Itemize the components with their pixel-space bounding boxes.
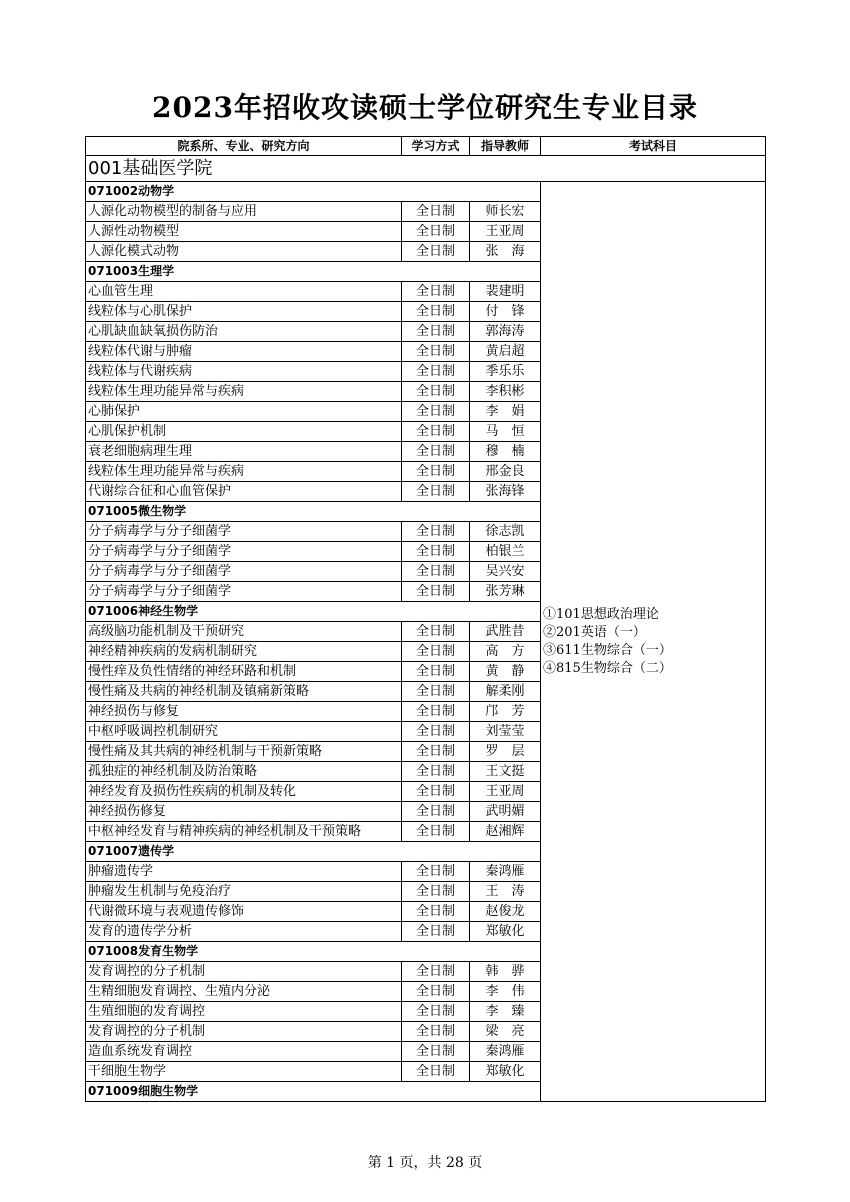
tutor-cell: 李 伟 [470,982,541,1002]
study-mode-cell: 全日制 [402,662,470,682]
tutor-cell: 武胜昔 [470,622,541,642]
direction-cell: 人源化动物模型的制备与应用 [86,202,402,222]
direction-cell: 分子病毒学与分子细菌学 [86,542,402,562]
catalog-table [85,136,766,1102]
direction-cell: 慢性痛及共病的神经机制及镇痛新策略 [86,682,402,702]
direction-cell: 心血管生理 [86,282,402,302]
study-mode-cell: 全日制 [402,722,470,742]
direction-cell: 神经发育及损伤性疾病的机制及转化 [86,782,402,802]
direction-cell: 神经损伤修复 [86,802,402,822]
major-name: 071007遗传学 [86,842,541,862]
header-study-mode: 学习方式 [402,137,470,156]
tutor-cell: 师长宏 [470,202,541,222]
tutor-cell: 郑敏化 [470,922,541,942]
study-mode-cell: 全日制 [402,562,470,582]
tutor-cell: 高 方 [470,642,541,662]
major-name: 071002动物学 [86,182,541,202]
study-mode-cell: 全日制 [402,802,470,822]
study-mode-cell: 全日制 [402,422,470,442]
tutor-cell: 刘莹莹 [470,722,541,742]
study-mode-cell: 全日制 [402,462,470,482]
study-mode-cell: 全日制 [402,622,470,642]
study-mode-cell: 全日制 [402,442,470,462]
tutor-cell: 徐志凯 [470,522,541,542]
tutor-cell: 裴建明 [470,282,541,302]
study-mode-cell: 全日制 [402,782,470,802]
tutor-cell: 季乐乐 [470,362,541,382]
direction-cell: 神经精神疾病的发病机制研究 [86,642,402,662]
direction-cell: 中枢呼吸调控机制研究 [86,722,402,742]
tutor-cell: 黄启超 [470,342,541,362]
study-mode-cell: 全日制 [402,882,470,902]
study-mode-cell: 全日制 [402,202,470,222]
exam-subjects-cell [541,182,766,1102]
direction-cell: 分子病毒学与分子细菌学 [86,582,402,602]
direction-cell: 心肌缺血缺氧损伤防治 [86,322,402,342]
study-mode-cell: 全日制 [402,862,470,882]
direction-cell: 线粒体生理功能异常与疾病 [86,382,402,402]
study-mode-cell: 全日制 [402,362,470,382]
direction-cell: 慢性痛及其共病的神经机制与干预新策略 [86,742,402,762]
direction-cell: 代谢综合征和心血管保护 [86,482,402,502]
school-name: 001基础医学院 [86,156,766,182]
study-mode-cell: 全日制 [402,1042,470,1062]
tutor-cell: 解柔刚 [470,682,541,702]
direction-cell: 肿瘤遗传学 [86,862,402,882]
tutor-cell: 邢金良 [470,462,541,482]
direction-cell: 分子病毒学与分子细菌学 [86,522,402,542]
direction-cell: 分子病毒学与分子细菌学 [86,562,402,582]
tutor-cell: 郑敏化 [470,1062,541,1082]
direction-cell: 慢性痒及负性情绪的神经环路和机制 [86,662,402,682]
direction-cell: 线粒体与心肌保护 [86,302,402,322]
study-mode-cell: 全日制 [402,702,470,722]
table-body [86,156,766,1102]
tutor-cell: 李 臻 [470,1002,541,1022]
study-mode-cell: 全日制 [402,342,470,362]
direction-cell: 线粒体代谢与肿瘤 [86,342,402,362]
major-name: 071005微生物学 [86,502,541,522]
major-name: 071008发育生物学 [86,942,541,962]
major-name: 071006神经生物学 [86,602,541,622]
study-mode-cell: 全日制 [402,382,470,402]
tutor-cell: 李积彬 [470,382,541,402]
header-tutor: 指导教师 [470,137,541,156]
tutor-cell: 王亚周 [470,222,541,242]
study-mode-cell: 全日制 [402,242,470,262]
exam-subject: ④815生物综合（二） [543,660,672,676]
table-header-row [86,137,766,156]
study-mode-cell: 全日制 [402,982,470,1002]
study-mode-cell: 全日制 [402,222,470,242]
direction-cell: 线粒体生理功能异常与疾病 [86,462,402,482]
tutor-cell: 黄 静 [470,662,541,682]
tutor-cell: 王亚周 [470,782,541,802]
study-mode-cell: 全日制 [402,402,470,422]
page-footer: 第 1 页，共 28 页 [367,1155,483,1171]
direction-cell: 人源化模式动物 [86,242,402,262]
study-mode-cell: 全日制 [402,1002,470,1022]
page-title: 2023年招收攻读硕士学位研究生专业目录 [152,91,698,124]
direction-cell: 肿瘤发生机制与免疫治疗 [86,882,402,902]
direction-cell: 中枢神经发育与精神疾病的神经机制及干预策略 [86,822,402,842]
tutor-cell: 郭海涛 [470,322,541,342]
tutor-cell: 张 海 [470,242,541,262]
tutor-cell: 秦鸿雁 [470,1042,541,1062]
direction-cell: 心肺保护 [86,402,402,422]
direction-cell: 心肌保护机制 [86,422,402,442]
study-mode-cell: 全日制 [402,522,470,542]
exam-subject: ③611生物综合（一） [543,642,672,658]
direction-cell: 干细胞生物学 [86,1062,402,1082]
study-mode-cell: 全日制 [402,582,470,602]
tutor-cell: 秦鸿雁 [470,862,541,882]
major-row [86,182,766,202]
study-mode-cell: 全日制 [402,682,470,702]
direction-cell: 发育的遗传学分析 [86,922,402,942]
direction-cell: 生精细胞发育调控、生殖内分泌 [86,982,402,1002]
tutor-cell: 王 涛 [470,882,541,902]
direction-cell: 孤独症的神经机制及防治策略 [86,762,402,782]
tutor-cell: 穆 楠 [470,442,541,462]
study-mode-cell: 全日制 [402,482,470,502]
study-mode-cell: 全日制 [402,962,470,982]
direction-cell: 高级脑功能机制及干预研究 [86,622,402,642]
tutor-cell: 罗 层 [470,742,541,762]
study-mode-cell: 全日制 [402,642,470,662]
tutor-cell: 柏银兰 [470,542,541,562]
tutor-cell: 李 娟 [470,402,541,422]
major-name: 071009细胞生物学 [86,1082,541,1102]
direction-cell: 人源性动物模型 [86,222,402,242]
tutor-cell: 武明媚 [470,802,541,822]
header-direction: 院系所、专业、研究方向 [86,137,402,156]
study-mode-cell: 全日制 [402,762,470,782]
tutor-cell: 马 恒 [470,422,541,442]
study-mode-cell: 全日制 [402,1022,470,1042]
study-mode-cell: 全日制 [402,1062,470,1082]
direction-cell: 发育调控的分子机制 [86,1022,402,1042]
study-mode-cell: 全日制 [402,282,470,302]
study-mode-cell: 全日制 [402,902,470,922]
direction-cell: 发育调控的分子机制 [86,962,402,982]
study-mode-cell: 全日制 [402,742,470,762]
tutor-cell: 梁 亮 [470,1022,541,1042]
tutor-cell: 吴兴安 [470,562,541,582]
tutor-cell: 张芳琳 [470,582,541,602]
tutor-cell: 赵湘辉 [470,822,541,842]
major-name: 071003生理学 [86,262,541,282]
tutor-cell: 邝 芳 [470,702,541,722]
exam-subject: ①101思想政治理论 [543,606,659,622]
tutor-cell: 付 锋 [470,302,541,322]
tutor-cell: 赵俊龙 [470,902,541,922]
direction-cell: 代谢微环境与表观遗传修饰 [86,902,402,922]
study-mode-cell: 全日制 [402,302,470,322]
direction-cell: 衰老细胞病理生理 [86,442,402,462]
direction-cell: 神经损伤与修复 [86,702,402,722]
direction-cell: 生殖细胞的发育调控 [86,1002,402,1022]
exam-subject: ②201英语（一） [543,624,646,640]
study-mode-cell: 全日制 [402,542,470,562]
tutor-cell: 张海锋 [470,482,541,502]
school-row [86,156,766,182]
study-mode-cell: 全日制 [402,322,470,342]
header-exam-subjects: 考试科目 [541,137,766,156]
direction-cell: 造血系统发育调控 [86,1042,402,1062]
direction-cell: 线粒体与代谢疾病 [86,362,402,382]
study-mode-cell: 全日制 [402,922,470,942]
tutor-cell: 王文挺 [470,762,541,782]
tutor-cell: 韩 骅 [470,962,541,982]
study-mode-cell: 全日制 [402,822,470,842]
